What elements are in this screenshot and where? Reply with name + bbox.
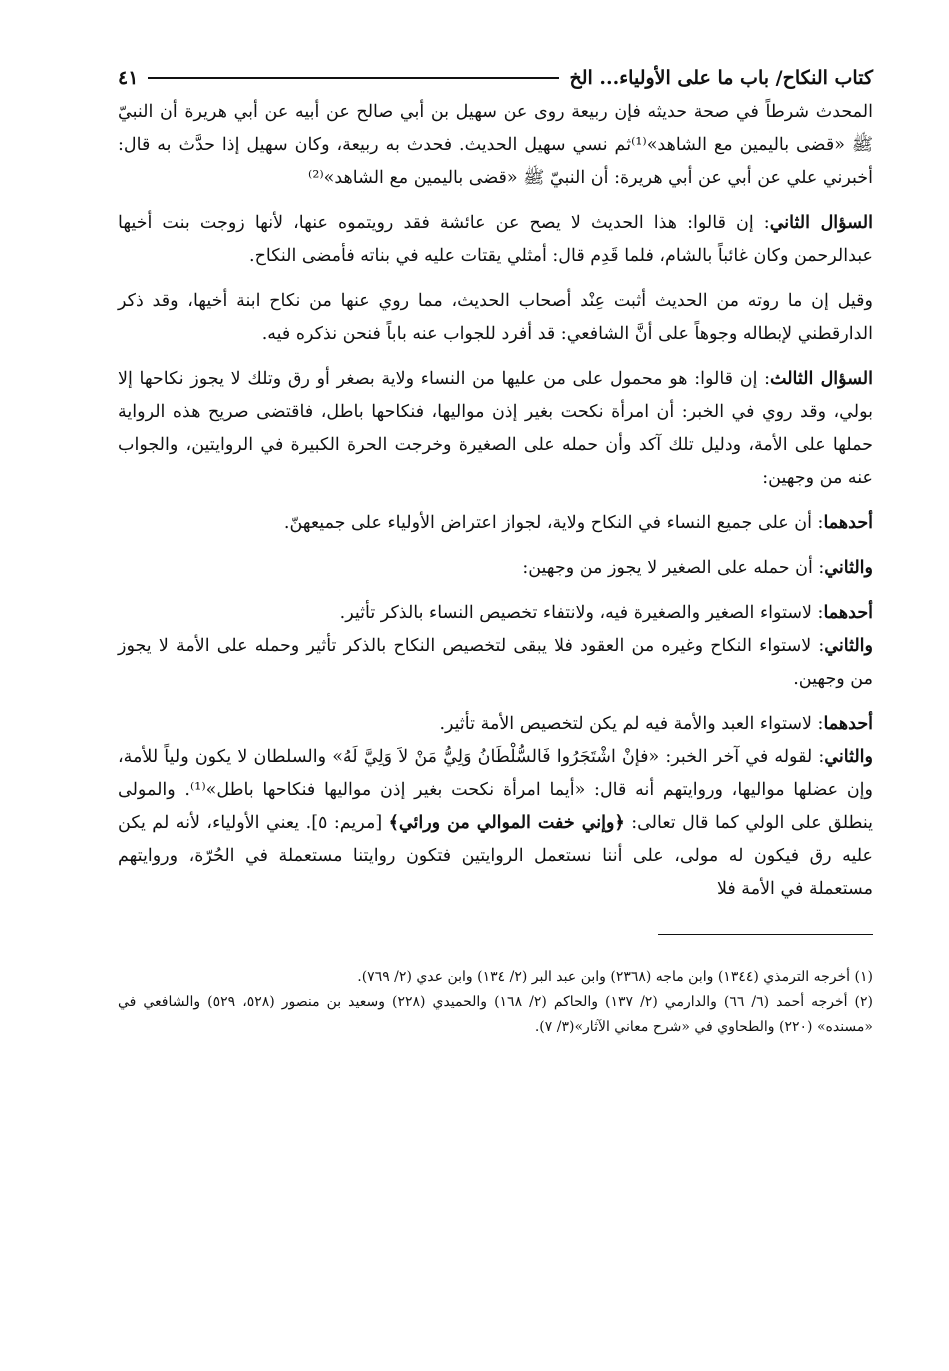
paragraph-amah-second — [118, 741, 873, 906]
footnotes — [118, 965, 873, 1040]
book-page — [118, 60, 873, 1350]
paragraph-text: وقيل إن ما روته من الحديث أثبت عِنْد أصحاب الحديث، مما روي عنها من نكاح ابنة أخيها، وقد ذكر الدارقطني لإبطاله وجوهاً على أنَّ الشافعي: قد أفرد للجواب عنه باباً فنحن نذكره فيه. — [118, 291, 873, 344]
paragraph-lead: والثاني — [824, 558, 873, 578]
running-header — [118, 60, 873, 96]
paragraph-daraqutni — [118, 285, 873, 351]
paragraph-lead: والثاني — [824, 636, 873, 656]
footnote-2: (٢) أخرجه أحمد (٦/ ٦٦) والدارمي (٢/ ١٣٧) والحاكم (٢/ ١٦٨) والحميدي (٢٢٨) وسعيد بن منصور (٥٢٨، ٥٢٩) والشافعي في «مسنده» (٢٢٠) والطحاوي في «شرح معاني الآثار»(٣/ ٧). — [118, 994, 874, 1035]
chapter-title: كتاب النكاح/ باب ما على الأولياء... الخ — [569, 67, 873, 89]
paragraph-second-question — [118, 207, 873, 273]
paragraph-lead: أحدهما — [823, 513, 873, 533]
paragraph-text: : أن حمله على الصغير لا يجوز من وجهين: — [522, 558, 825, 578]
paragraph-lead: السؤال الثاني — [769, 213, 873, 233]
quran-verse: ﴿وإني خفت الموالي من ورائي﴾ — [388, 813, 625, 833]
paragraph-lead: السؤال الثالث — [770, 369, 873, 389]
paragraph-lead: أحدهما — [823, 714, 873, 734]
paragraph-text: : أن على جميع النساء في النكاح ولاية، لجواز اعتراض الأولياء على جميعهنّ. — [283, 513, 824, 533]
main-text — [118, 96, 873, 906]
header-rule — [148, 77, 559, 79]
paragraph-lead: والثاني — [824, 747, 873, 767]
page-number: ٤١ — [118, 67, 139, 89]
paragraph-text: المحدث شرطاً في صحة حديثه فإن ربيعة روى عن سهيل بن أبي صالح عن أبيه عن أبي هريرة أن النبيّ ﷺ «قضى باليمين مع الشاهد»⁽¹⁾ثم نسي سهيل الحديث. فحدث به ربيعة، وكان سهيل إذا حدَّث به قال: أخبرني علي عن أبي عن أبي هريرة: أن النبيّ ﷺ «قضى باليمين مع الشاهد»⁽²⁾ — [118, 102, 873, 188]
footnote-1: (١) أخرجه الترمذي (١٣٤٤) وابن ماجه (٢٣٦٨) وابن عبد البر (٢/ ١٣٤) وابن عدي (٢/ ٧٦٩). — [357, 969, 873, 985]
paragraph-text: : إن قالوا: هذا الحديث لا يصح عن عائشة فقد رويتموه عنها، لأنها زوجت بنت أخيها عبدالرحمن وكان غائباً بالشام، فلما قَدِم قال: أمثلي يقتات عليه في بناته فأمضى النكاح. — [118, 213, 873, 266]
paragraph-lead: أحدهما — [823, 603, 873, 623]
paragraph-third-question — [118, 363, 873, 495]
footnote-separator — [658, 934, 873, 935]
paragraph-sub-first — [118, 597, 873, 630]
paragraph-text: : لاستواء العبد والأمة فيه لم يكن لتخصيص الأمة تأثير. — [439, 714, 824, 734]
paragraph-text: : لقوله في آخر الخبر: «فإنْ اشْتَجَرُوا فَالسُّلْطَانُ وَلِيُّ مَنْ لاَ وَلِيَّ لَهُ» والسلطان لا يكون ولياً للأمة، وإن عضلها مواليها، وروايتهم أنه قال: «أيما امرأة نكحت بغير إذن مواليها فنكاحها باطل»⁽¹⁾. والمولى ينطلق على الولي كما قال تعالى: — [118, 747, 873, 833]
paragraph-text: : لاستواء النكاح وغيره من العقود فلا يبقى لتخصيص النكاح بالذكر تأثير وحمله على الأمة لا يجوز من وجهين. — [118, 636, 873, 689]
paragraph-amah-first — [118, 708, 873, 741]
paragraph-first-answer — [118, 507, 873, 540]
paragraph-text: : إن قالوا: هو محمول على من عليها من النساء ولاية بصغر أو رق وتلك لا يجوز نكاحها إلا بولي، وقد روي في الخبر: أن امرأة نكحت بغير إذن مواليها، فنكاحها باطل، فاقتضى صريح هذه الرواية حملها على الأمة، ودليل تلك آكد وأن حمله على الصغيرة وخرجت الحرة الكبيرة في الروايتين، والجواب عنه من وجهين: — [118, 369, 873, 488]
paragraph-text: : لاستواء الصغير والصغيرة فيه، ولانتفاء تخصيص النساء بالذكر تأثير. — [339, 603, 824, 623]
paragraph-second-answer — [118, 552, 873, 585]
paragraph-text: [مريم: ٥]. يعني الأولياء، لأنه لم يكن عليه رق فيكون له مولى، على أننا نستعمل الروايتين فتكون روايتنا مستعملة في الحُرّة، وروايتهم مستعملة في الأمة فلا — [118, 813, 873, 899]
paragraph-sub-second — [118, 630, 873, 696]
paragraph-hadith-rabia — [118, 96, 873, 195]
